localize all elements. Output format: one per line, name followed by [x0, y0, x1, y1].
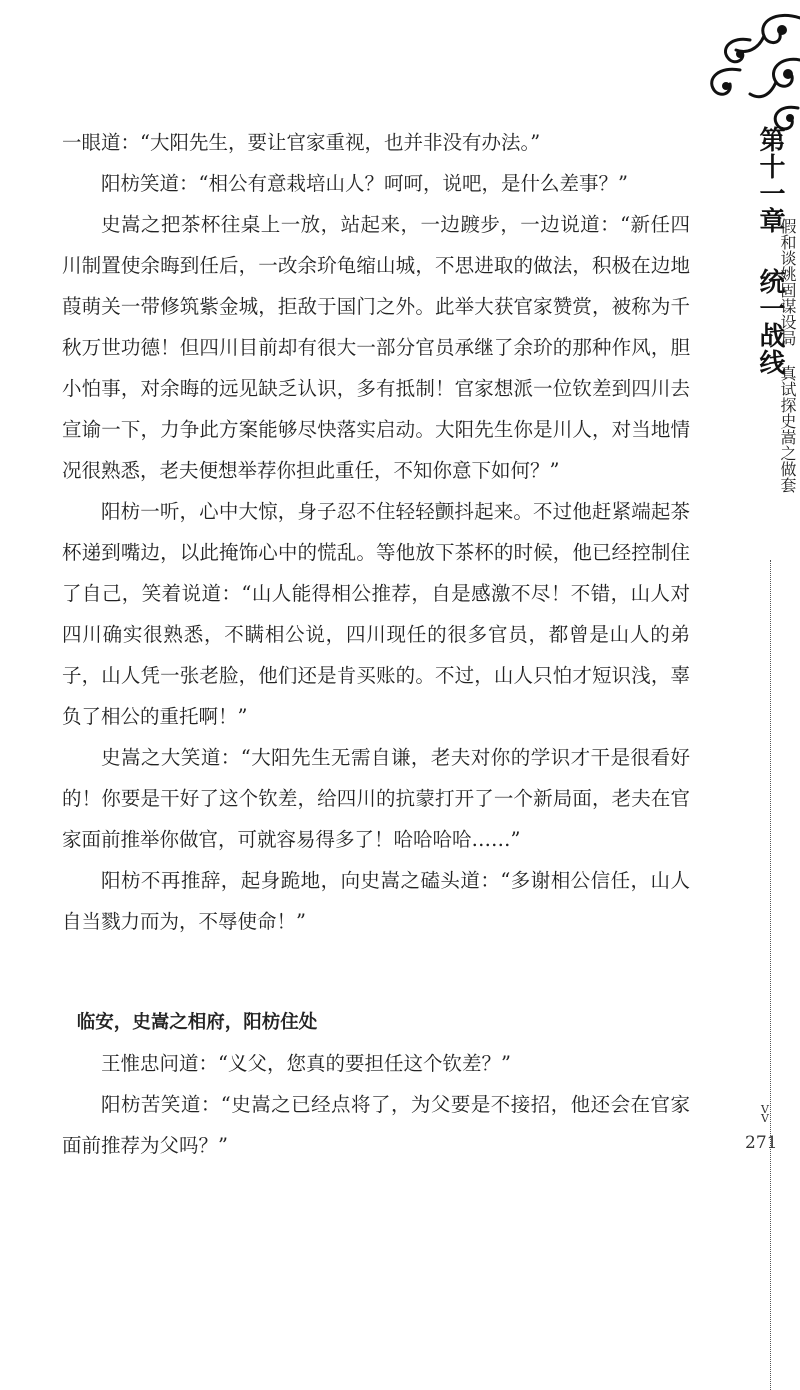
page-marker-icon: V V — [761, 1103, 769, 1125]
chapter-title: 第十一章 — [755, 126, 785, 234]
scene-heading: 临安，史嵩之相府，阳枋住处 — [76, 1012, 318, 1033]
section-title: 假和谈姚固谋设局 真试探史嵩之做套 — [778, 218, 797, 493]
paragraph: 阳枋笑道：“相公有意栽培山人？呵呵，说吧，是什么差事？” — [101, 172, 628, 195]
paragraph: 阳枋苦笑道：“史嵩之已经点将了，为父要是不接招，他还会在官家面前推荐为父吗？” — [62, 1093, 690, 1157]
paragraph: 史嵩之大笑道：“大阳先生无需自谦，老夫对你的学识才干是很看好的！你要是干好了这个钦差，给四川的抗蒙打开了一个新局面，老夫在官家面前推举你做官，可就容易得多了！哈哈哈哈……” — [62, 746, 690, 851]
paragraph: 阳枋不再推辞，起身跪地，向史嵩之磕头道：“多谢相公信任，山人自当戮力而为，不辱使命！” — [62, 869, 690, 933]
paragraph: 阳枋一听，心中大惊，身子忍不住轻轻颤抖起来。不过他赶紧端起茶杯递到嘴边，以此掩饰心中的慌乱。等他放下茶杯的时候，他已经控制住了自己，笑着说道：“山人能得相公推荐，自是感激不尽！不错，山人对四川确实很熟悉，不瞒相公说，四川现任的很多官员，都曾是山人的弟子，山人凭一张老脸，他们还是肯买账的。不过，山人只怕才短识浅，辜负了相公的重托啊！” — [62, 500, 690, 728]
page-body — [62, 122, 690, 1166]
paragraph: 史嵩之把茶杯往桌上一放，站起来，一边踱步，一边说道：“新任四川制置使余晦到任后，一改余玠龟缩山城，不思进取的做法，积极在边地葭萌关一带修筑紫金城，拒敌于国门之外。此举大获官家赞赏，被称为千秋万世功德！但四川目前却有很大一部分官员承继了余玠的那种作风，胆小怕事，对余晦的远见缺乏认识，多有抵制！官家想派一位钦差到四川去宣谕一下，力争此方案能够尽快落实启动。大阳先生你是川人，对当地情况很熟悉，老夫便想举荐你担此重任，不知你意下如何？” — [62, 213, 690, 482]
chapter-subtitle: 统一战线 — [755, 268, 785, 376]
page-number: 271 — [745, 1133, 778, 1153]
paragraph: 王惟忠问道：“义父，您真的要担任这个钦差？” — [101, 1052, 511, 1075]
margin-divider — [770, 560, 771, 1390]
paragraph: 一眼道：“大阳先生，要让官家重视，也并非没有办法。” — [62, 131, 541, 154]
